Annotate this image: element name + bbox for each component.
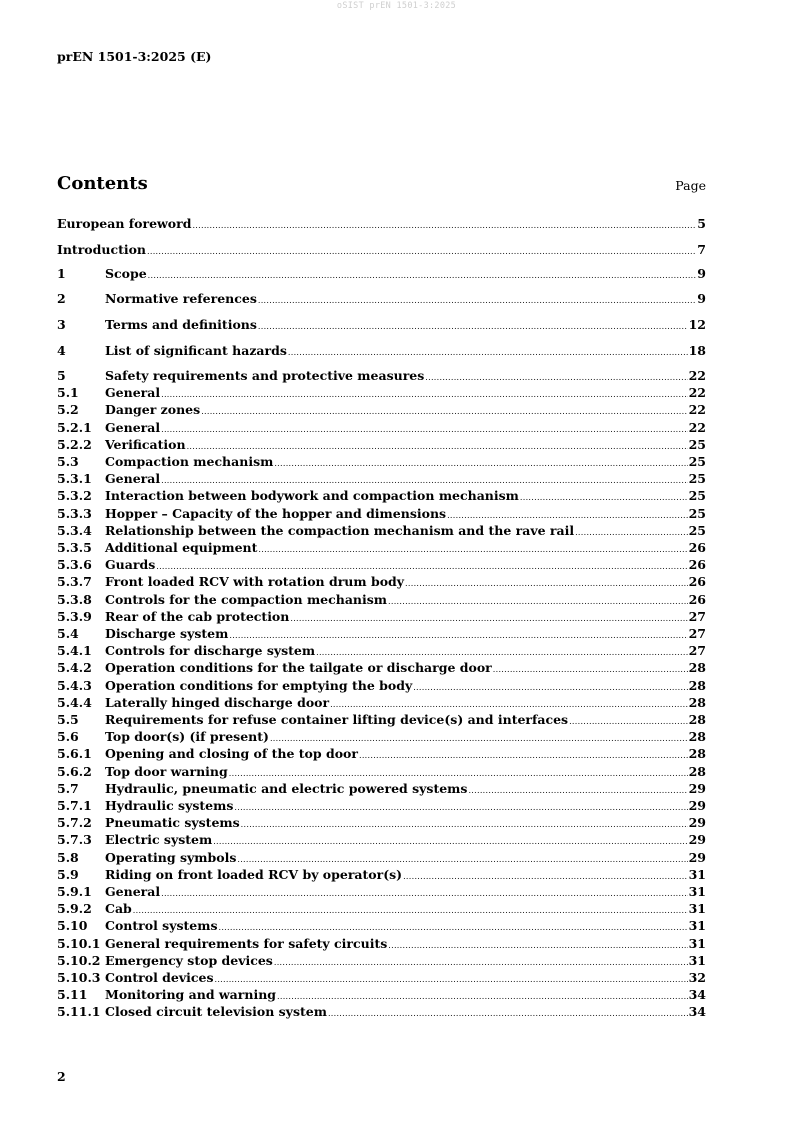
toc-entry-page: 22: [688, 385, 706, 401]
toc-entry-number: 5.7.1: [57, 798, 92, 813]
toc-entry-page: 31: [688, 866, 706, 882]
toc-entry[interactable]: [57, 368, 706, 385]
toc-entry-number: 5.6.2: [57, 763, 92, 779]
toc-entry-number: 5.7.3: [57, 832, 92, 848]
toc-entry-number: 5.4.3: [57, 677, 92, 693]
dot-leader: [405, 579, 688, 588]
dot-leader: [229, 631, 687, 640]
dot-leader: [447, 511, 688, 520]
toc-entry-title: Introduction: [57, 242, 147, 257]
toc-entry[interactable]: [57, 266, 706, 283]
toc-entry-number: 4: [57, 343, 66, 358]
toc-entry[interactable]: [57, 216, 706, 233]
toc-entry-title: Top door warning: [105, 763, 228, 779]
toc-entry[interactable]: [57, 901, 706, 918]
toc-entry[interactable]: [57, 832, 706, 849]
dot-leader: [156, 562, 687, 571]
toc-entry[interactable]: [57, 437, 706, 454]
toc-entry[interactable]: [57, 729, 706, 746]
dot-leader: [133, 906, 688, 915]
toc-entry-page: 26: [688, 540, 706, 555]
toc-entry[interactable]: [57, 815, 706, 832]
toc-entry-number: 1: [57, 266, 66, 281]
toc-entry-number: 5.9: [57, 866, 79, 882]
toc-entry-number: 5.10.1: [57, 935, 101, 951]
dot-leader: [520, 493, 688, 502]
toc-entry[interactable]: [57, 918, 706, 935]
toc-entry-title: Hydraulic systems: [105, 798, 234, 813]
toc-entry-page: 25: [688, 436, 706, 452]
toc-entry-number: 2: [57, 291, 66, 306]
toc-entry-title: General: [105, 385, 161, 401]
dot-leader: [219, 923, 688, 932]
toc-entry-page: 18: [688, 343, 706, 358]
toc-entry-title: Rear of the cab protection: [105, 608, 290, 624]
toc-entry-number: 5.3: [57, 454, 79, 469]
toc-entry-page: 29: [688, 798, 706, 813]
toc-entry-page: 25: [688, 522, 706, 538]
toc-entry-page: 29: [688, 780, 706, 796]
toc-entry-title: General: [105, 419, 161, 435]
toc-entry-number: 5.3.3: [57, 505, 92, 521]
toc-entry-number: 5.11.1: [57, 1004, 101, 1020]
toc-entry[interactable]: [57, 317, 706, 334]
toc-entry-page: 12: [688, 317, 706, 332]
toc-entry[interactable]: [57, 678, 706, 695]
toc-entry-page: 31: [688, 952, 706, 968]
toc-entry-title: General: [105, 884, 161, 899]
toc-entry-number: 5.10: [57, 918, 88, 934]
toc-entry-title: Emergency stop devices: [105, 952, 273, 968]
toc-entry[interactable]: [57, 781, 706, 798]
toc-entry-title: Hydraulic, pneumatic and electric powered systems: [105, 780, 468, 796]
toc-entry[interactable]: [57, 867, 706, 884]
toc-entry-title: Front loaded RCV with rotation drum body: [105, 574, 405, 590]
toc-entry-title: Normative references: [105, 291, 257, 306]
toc-entry-number: 5.6.1: [57, 746, 92, 762]
toc-entry-number: 5.4.2: [57, 660, 92, 676]
toc-entry[interactable]: [57, 574, 706, 591]
dot-leader: [288, 348, 688, 357]
toc-entry-title: Controls for discharge system: [105, 643, 316, 659]
dot-leader: [241, 820, 688, 829]
toc-entry-page: 31: [688, 884, 706, 899]
toc-entry-number: 5.3.4: [57, 522, 92, 538]
toc-entry-page: 28: [688, 746, 706, 762]
toc-entry[interactable]: [57, 660, 706, 677]
toc-entry-number: 5.10.3: [57, 970, 101, 985]
toc-entry-title: Interaction between bodywork and compaction mechanism: [105, 488, 519, 504]
toc-entry[interactable]: [57, 609, 706, 626]
page-title: Contents: [57, 173, 148, 194]
toc-entry-page: 22: [688, 402, 706, 418]
toc-entry[interactable]: [57, 420, 706, 437]
toc-entry-title: Additional equipment: [105, 540, 258, 555]
toc-entry-number: 5.5: [57, 712, 79, 727]
toc-entry-title: Closed circuit television system: [105, 1004, 327, 1020]
dot-leader: [258, 322, 688, 331]
toc-entry-number: 5.4: [57, 626, 79, 641]
toc-entry-title: Control devices: [105, 970, 214, 985]
toc-entry-title: European foreword: [57, 216, 192, 231]
dot-leader: [403, 872, 688, 881]
toc-entry[interactable]: [57, 970, 706, 987]
toc-entry[interactable]: [57, 712, 706, 729]
dot-leader: [493, 665, 688, 674]
toc-entry-page: 34: [688, 987, 706, 1003]
toc-entry-page: 25: [688, 488, 706, 504]
toc-entry-number: 5.2: [57, 402, 79, 418]
toc-entry-page: 27: [688, 608, 706, 624]
toc-entry[interactable]: [57, 1004, 706, 1021]
toc-entry-page: 27: [688, 643, 706, 659]
document-id: prEN 1501-3:2025 (E): [57, 49, 212, 64]
dot-leader: [274, 459, 687, 468]
toc-entry-title: Operating symbols: [105, 849, 237, 865]
dot-leader: [258, 296, 696, 305]
toc-entry[interactable]: [57, 884, 706, 901]
toc-entry[interactable]: [57, 764, 706, 781]
toc-entry-title: Relationship between the compaction mechanism and the rave rail: [105, 522, 575, 538]
toc-entry[interactable]: [57, 557, 706, 574]
dot-leader: [569, 717, 688, 726]
dot-leader: [388, 941, 687, 950]
toc-entry-title: Riding on front loaded RCV by operator(s): [105, 866, 403, 882]
dot-leader: [234, 803, 687, 812]
dot-leader: [161, 476, 687, 485]
toc-entry-page: 34: [688, 1004, 706, 1020]
toc-entry[interactable]: [57, 626, 706, 643]
toc-entry-number: 5.3.6: [57, 557, 92, 573]
page-column-label: Page: [675, 178, 706, 193]
dot-leader: [161, 390, 687, 399]
toc-entry-page: 28: [688, 660, 706, 676]
toc-entry-title: Compaction mechanism: [105, 454, 274, 469]
toc-entry[interactable]: [57, 471, 706, 488]
toc-entry-title: Cab: [105, 901, 132, 917]
toc-entry-page: 32: [688, 970, 706, 985]
toc-entry-number: 5.3.2: [57, 488, 92, 504]
dot-leader: [290, 614, 687, 623]
toc-entry[interactable]: [57, 385, 706, 402]
toc-entry-number: 5.8: [57, 849, 79, 865]
toc-entry-number: 5.3.8: [57, 591, 92, 607]
toc-entry-title: Requirements for refuse container lifting device(s) and interfaces: [105, 712, 569, 727]
toc-entry-number: 5.7.2: [57, 815, 92, 831]
dot-leader: [192, 221, 696, 230]
toc-entry-page: 26: [688, 574, 706, 590]
dot-leader: [237, 855, 687, 864]
toc-entry-page: 27: [688, 626, 706, 641]
toc-entry-title: General requirements for safety circuits: [105, 935, 388, 951]
toc-entry-title: Electric system: [105, 832, 213, 848]
toc-entry-number: 5.9.1: [57, 884, 92, 899]
dot-leader: [274, 958, 688, 967]
dot-leader: [359, 751, 688, 760]
dot-leader: [328, 1009, 688, 1018]
toc-entry[interactable]: [57, 643, 706, 660]
toc-entry-number: 5.1: [57, 385, 79, 401]
toc-entry-page: 29: [688, 849, 706, 865]
toc-entry-title: Guards: [105, 557, 156, 573]
toc-entry-page: 28: [688, 729, 706, 745]
toc-entry[interactable]: [57, 402, 706, 419]
toc-entry-page: 25: [688, 454, 706, 469]
toc-entry-title: General: [105, 471, 161, 487]
toc-entry-title: Terms and definitions: [105, 317, 257, 332]
toc-entry-number: 5.11: [57, 987, 88, 1003]
toc-entry-page: 28: [688, 712, 706, 727]
dot-leader: [425, 373, 687, 382]
dot-leader: [468, 786, 687, 795]
toc-entry[interactable]: [57, 540, 706, 557]
toc-entry-page: 25: [688, 505, 706, 521]
toc-entry-page: 25: [688, 471, 706, 487]
dot-leader: [258, 545, 687, 554]
toc-entry[interactable]: [57, 987, 706, 1004]
dot-leader: [388, 597, 688, 606]
toc-entry-number: 5.7: [57, 780, 79, 796]
toc-entry[interactable]: [57, 343, 706, 360]
toc-entry[interactable]: [57, 506, 706, 523]
dot-leader: [413, 683, 687, 692]
toc-entry[interactable]: [57, 746, 706, 763]
toc-entry[interactable]: [57, 953, 706, 970]
toc-entry-number: 5.3.9: [57, 608, 92, 624]
watermark: oSIST prEN 1501-3:2025: [336, 1, 457, 11]
toc-entry-page: 28: [688, 763, 706, 779]
toc-entry-title: Verification: [105, 436, 186, 452]
toc-entry-page: 9: [697, 291, 706, 306]
toc-entry-title: Top door(s) (if present): [105, 729, 269, 745]
dot-leader: [147, 247, 696, 256]
toc-entry-page: 5: [697, 216, 706, 231]
toc-entry[interactable]: [57, 592, 706, 609]
dot-leader: [330, 700, 688, 709]
toc-entry-number: 5.2.1: [57, 419, 92, 435]
toc-entry[interactable]: [57, 695, 706, 712]
toc-entry-page: 28: [688, 694, 706, 710]
toc-entry-number: 3: [57, 317, 66, 332]
toc-entry-title: Discharge system: [105, 626, 229, 641]
toc-entry-number: 5.4.1: [57, 643, 92, 659]
toc-entry-title: Laterally hinged discharge door: [105, 694, 330, 710]
toc-entry[interactable]: [57, 488, 706, 505]
dot-leader: [575, 528, 688, 537]
toc-entry-title: Opening and closing of the top door: [105, 746, 358, 762]
dot-leader: [277, 992, 688, 1001]
toc-entry-page: 7: [697, 242, 706, 257]
toc-entry-number: 5.4.4: [57, 694, 92, 710]
toc-entry-title: Monitoring and warning: [105, 987, 277, 1003]
toc-entry-page: 31: [688, 935, 706, 951]
toc-entry-title: Hopper – Capacity of the hopper and dimensions: [105, 505, 447, 521]
dot-leader: [148, 271, 697, 280]
dot-leader: [270, 734, 688, 743]
toc-entry-page: 31: [688, 918, 706, 934]
toc-entry-page: 26: [688, 591, 706, 607]
dot-leader: [316, 648, 687, 657]
toc-entry-number: 5.3.5: [57, 540, 92, 555]
toc-entry-page: 28: [688, 677, 706, 693]
dot-leader: [214, 975, 687, 984]
dot-leader: [201, 407, 687, 416]
toc-entry[interactable]: [57, 850, 706, 867]
toc-entry-number: 5.3.1: [57, 471, 92, 487]
toc-entry-title: Operation conditions for emptying the body: [105, 677, 413, 693]
toc-entry-number: 5: [57, 368, 66, 383]
toc-entry-number: 5.3.7: [57, 574, 92, 590]
toc-entry-page: 29: [688, 815, 706, 831]
toc-entry-title: List of significant hazards: [105, 343, 287, 358]
toc-entry-number: 5.2.2: [57, 436, 92, 452]
toc-entry-title: Pneumatic systems: [105, 815, 240, 831]
toc-entry-title: Scope: [105, 266, 147, 281]
dot-leader: [161, 889, 687, 898]
toc-entry-page: 9: [697, 266, 706, 281]
toc-entry-number: 5.6: [57, 729, 79, 745]
dot-leader: [187, 442, 688, 451]
toc-entry[interactable]: [57, 291, 706, 308]
toc-entry[interactable]: [57, 454, 706, 471]
toc-entry-number: 5.9.2: [57, 901, 92, 917]
toc-entry-page: 22: [688, 368, 706, 383]
toc-entry-page: 31: [688, 901, 706, 917]
toc-entry[interactable]: [57, 798, 706, 815]
dot-leader: [229, 769, 688, 778]
toc-entry-title: Safety requirements and protective measures: [105, 368, 425, 383]
toc-entry-page: 22: [688, 419, 706, 435]
toc-entry[interactable]: [57, 242, 706, 259]
toc-entry-page: 29: [688, 832, 706, 848]
dot-leader: [161, 425, 687, 434]
toc-entry-title: Controls for the compaction mechanism: [105, 591, 388, 607]
toc-entry-title: Danger zones: [105, 402, 201, 418]
toc-entry-page: 26: [688, 557, 706, 573]
toc-entry[interactable]: [57, 936, 706, 953]
toc-entry-number: 5.10.2: [57, 952, 101, 968]
toc-entry[interactable]: [57, 523, 706, 540]
toc-entry-title: Operation conditions for the tailgate or discharge door: [105, 660, 492, 676]
page-number: 2: [57, 1069, 66, 1084]
dot-leader: [213, 837, 687, 846]
toc-entry-title: Control systems: [105, 918, 218, 934]
